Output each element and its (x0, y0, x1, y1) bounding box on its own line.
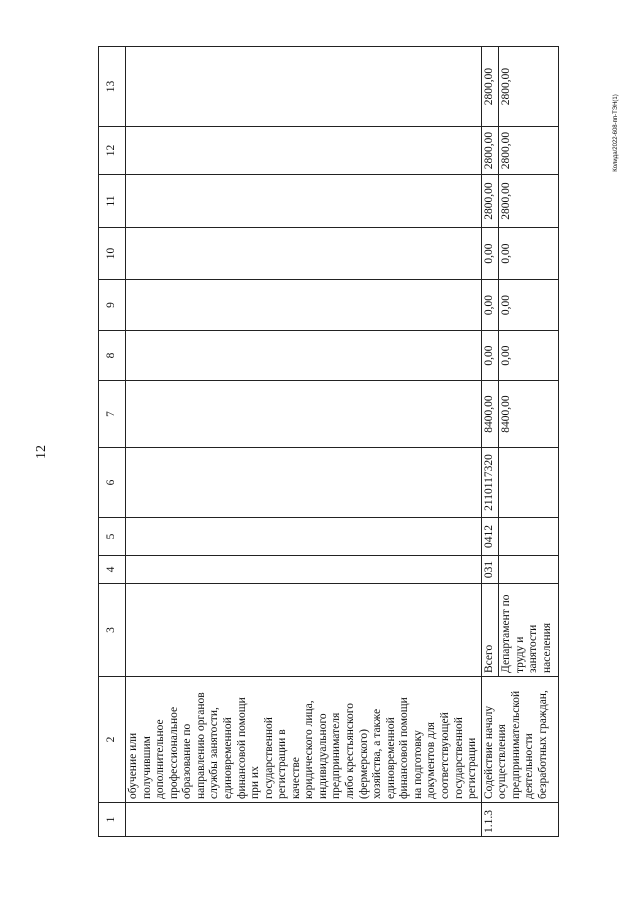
value-cell: 2800,00 (498, 47, 558, 127)
table-rotated-wrapper (98, 47, 559, 837)
value-cell: 0,00 (498, 280, 558, 331)
header-cell: 12 (99, 127, 126, 175)
value-cell: 2800,00 (481, 127, 498, 175)
table-cell (126, 331, 482, 381)
header-cell: 2 (99, 677, 126, 803)
header-cell: 5 (99, 518, 126, 556)
table-cell (126, 518, 482, 556)
table-cell (126, 584, 482, 677)
value-cell: 2800,00 (481, 47, 498, 127)
table-cell (126, 175, 482, 228)
header-cell: 11 (99, 175, 126, 228)
value-cell: 0,00 (481, 280, 498, 331)
measure-description-continued: обучение или получившим дополнительное профессиональное образование по направлению органов службы занятости, единовременной финансовой помощи при их государственной регистрации в качестве юридического лица, индивидуального предпринимателя либо крестьянского (фермерского) хозяйства, а также единовременной финансовой помощи на подготовку документов для соответствующей государственной регистрации (126, 677, 482, 803)
row-number: 1.1.3 (481, 803, 558, 837)
header-cell: 6 (99, 448, 126, 518)
footer-code: Колида/2022-608-пп-ТЭН(1) (613, 94, 619, 172)
value-cell: 0,00 (481, 331, 498, 381)
value-cell: 0,00 (498, 228, 558, 280)
budget-table (98, 46, 559, 837)
executor-cell: Департамент по труду и занятости населения (498, 584, 558, 677)
table-row (126, 47, 482, 837)
table-cell (126, 448, 482, 518)
table-cell (126, 803, 482, 837)
value-cell: 2800,00 (498, 175, 558, 228)
table-cell (498, 518, 558, 556)
header-cell: 8 (99, 331, 126, 381)
table-cell (126, 127, 482, 175)
code-cell: 2110117320 (481, 448, 498, 518)
value-cell: 8400,00 (498, 381, 558, 448)
table-cell (126, 280, 482, 331)
table-cell (498, 448, 558, 518)
header-cell: 7 (99, 381, 126, 448)
table-cell (126, 47, 482, 127)
value-cell: 0,00 (481, 228, 498, 280)
header-cell: 4 (99, 556, 126, 584)
table-cell (126, 556, 482, 584)
page-number: 12 (34, 445, 49, 459)
code-cell: 0412 (481, 518, 498, 556)
measure-title: Содействие началу осуществления предпринимательской деятельности безработных граждан, (481, 677, 558, 803)
header-cell: 3 (99, 584, 126, 677)
table-cell (498, 556, 558, 584)
value-cell: 2800,00 (481, 175, 498, 228)
header-cell: 13 (99, 47, 126, 127)
value-cell: 8400,00 (481, 381, 498, 448)
header-row (99, 47, 126, 837)
value-cell: 0,00 (498, 331, 558, 381)
executor-cell: Всего (481, 584, 498, 677)
value-cell: 2800,00 (498, 127, 558, 175)
header-cell: 9 (99, 280, 126, 331)
code-cell: 031 (481, 556, 498, 584)
table-cell (126, 381, 482, 448)
header-cell: 10 (99, 228, 126, 280)
table-cell (126, 228, 482, 280)
table-row (481, 47, 498, 837)
header-cell: 1 (99, 803, 126, 837)
